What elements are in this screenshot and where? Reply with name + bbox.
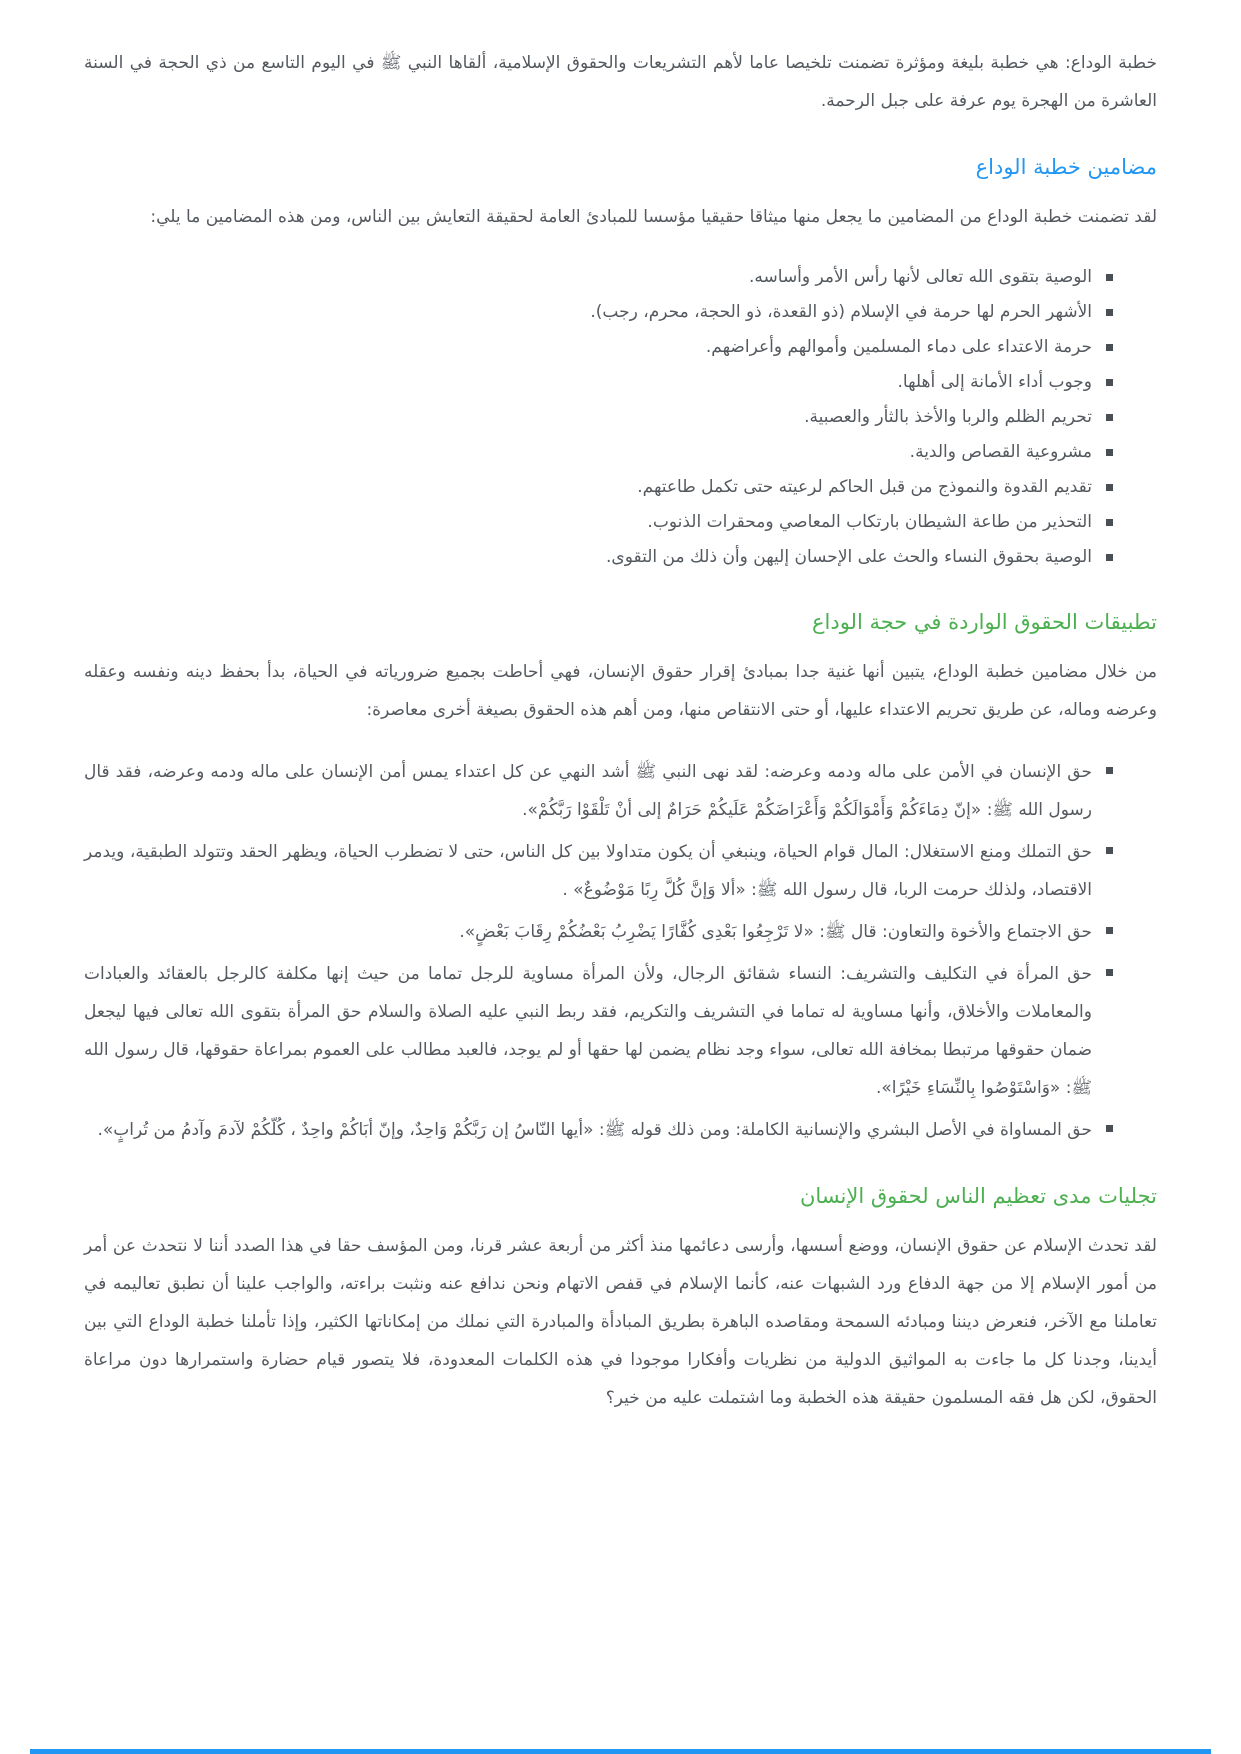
list-item: [84, 330, 1113, 365]
bullet-square-icon: [1106, 379, 1113, 386]
list-item-text: حق الاجتماع والأخوة والتعاون: قال ﷺ: «لا تَرْجِعُوا بَعْدِى كُفَّارًا يَضْرِبُ بَعْضُكُمْ رِقَابَ بَعْضٍ».: [459, 922, 1092, 942]
bullet-square-icon: [1106, 927, 1113, 934]
rights-list: [84, 753, 1157, 1149]
closing-paragraph: لقد تحدث الإسلام عن حقوق الإنسان، ووضع أسسها، وأرسى دعائمها منذ أكثر من أربعة عشر قرنا، ومن المؤسف حقا في هذا الصدد أننا لا نتحدث عن أمر من أمور الإسلام إلا من جهة الدفاع ورد الشبهات عنه، كأنما الإسلام في قفص الاتهام ونحن ندافع عنه ونثبت براءته، والواجب علينا أن نطبق تعاليمه في تعاملنا مع الآخر، فنعرض ديننا ومبادئه السمحة ومقاصده الباهرة بطريق المبادأة والمبادرة التي نملك من إمكاناتها الكثير، وإذا تأملنا خطبة الوداع التي بين أيدينا، وجدنا كل ما جاءت به المواثيق الدولية من نظريات وأفكارا موجودا في هذه الكلمات المعدودة، فلا يتصور قيام حضارة واستمرارها دون مراعاة الحقوق، لكن هل فقه المسلمون حقيقة هذه الخطبة وما اشتملت عليه من خير؟: [84, 1236, 1157, 1408]
bullet-square-icon: [1106, 1125, 1113, 1132]
list-item-text: الوصية بحقوق النساء والحث على الإحسان إليهن وأن ذلك من التقوى.: [605, 547, 1092, 567]
list-item: [84, 955, 1113, 1107]
bullet-square-icon: [1106, 344, 1113, 351]
bullet-square-icon: [1106, 309, 1113, 316]
list-item-text: حرمة الاعتداء على دماء المسلمين وأموالهم وأعراضهم.: [705, 337, 1092, 357]
list-item: [84, 365, 1113, 400]
list-item-text: الأشهر الحرم لها حرمة في الإسلام (ذو القعدة، ذو الحجة، محرم، رجب).: [590, 302, 1092, 322]
bullet-square-icon: [1106, 519, 1113, 526]
list-item-text: تقديم القدوة والنموذج من قبل الحاكم لرعيته حتى تكمل طاعتهم.: [637, 477, 1092, 497]
list-item: [84, 540, 1113, 575]
list-item: [84, 753, 1113, 829]
section-heading-manifestations: تجليات مدى تعظيم الناس لحقوق الإنسان: [800, 1184, 1157, 1208]
list-item: [84, 400, 1113, 435]
section-contents-lead: لقد تضمنت خطبة الوداع من المضامين ما يجعل منها ميثاقا حقيقيا مؤسسا للمبادئ العامة لحقيقة التعايش بين الناس، ومن هذه المضامين ما يلي:: [150, 207, 1157, 227]
list-item: [84, 435, 1113, 470]
list-item-text: الوصية بتقوى الله تعالى لأنها رأس الأمر وأساسه.: [749, 267, 1092, 287]
list-item: [84, 470, 1113, 505]
list-item: [84, 833, 1113, 909]
contents-list: [84, 260, 1157, 575]
intro-paragraph: خطبة الوداع: هي خطبة بليغة ومؤثرة تضمنت تلخيصا عاما لأهم التشريعات والحقوق الإسلامية، ألقاها النبي ﷺ في اليوم التاسع من ذي الحجة في السنة العاشرة من الهجرة يوم عرفة على جبل الرحمة.: [84, 53, 1157, 111]
bullet-square-icon: [1106, 484, 1113, 491]
list-item: [84, 1111, 1113, 1149]
bottom-blue-bar: [30, 1749, 1211, 1754]
list-item-text: حق المساواة في الأصل البشري والإنسانية الكاملة: ومن ذلك قوله ﷺ: «أيها النّاسُ إن رَبَّكُمْ وَاحِدٌ، وإنّ أبَاكُمْ واحِدٌ ، كُلّكُمْ لآدمَ وآدمُ من تُرابٍ».: [97, 1120, 1092, 1140]
list-item: [84, 505, 1113, 540]
section-heading-rights-applications: تطبيقات الحقوق الواردة في حجة الوداع: [811, 610, 1157, 634]
bullet-square-icon: [1106, 969, 1113, 976]
bullet-square-icon: [1106, 449, 1113, 456]
bullet-square-icon: [1106, 414, 1113, 421]
bullet-square-icon: [1106, 554, 1113, 561]
list-item-text: التحذير من طاعة الشيطان بارتكاب المعاصي ومحقرات الذنوب.: [647, 512, 1092, 532]
list-item-text: حق المرأة في التكليف والتشريف: النساء شقائق الرجال، ولأن المرأة مساوية للرجل تماما من حيث إنها مكلفة كالرجل بالعقائد والعبادات والمعاملات والأخلاق، وأنها مساوية له تماما في التشريف والتكريم، فقد ربط النبي عليه الصلاة والسلام حق المرأة بتقوى الله تعالى فيها ليجعل ضمان حقوقها مرتبطا بمخافة الله تعالى، سواء وجد نظام يضمن لها حقها أو لم يوجد، فالعبد مطالب على العموم بمراعاة حقوقها، قال رسول الله ﷺ: «وَاسْتَوْصُوا بِالنِّسَاءِ خَيْرًا».: [84, 964, 1092, 1098]
section-heading-contents: مضامين خطبة الوداع: [975, 155, 1157, 179]
bullet-square-icon: [1106, 274, 1113, 281]
list-item-text: حق التملك ومنع الاستغلال: المال قوام الحياة، وينبغي أن يكون متداولا بين كل الناس، حتى لا تضطرب الحياة، ويظهر الحقد وتتولد الطبقية، ويدمر الاقتصاد، ولذلك حرمت الربا، قال رسول الله ﷺ: «ألا وَإنَّ كُلَّ رِبًا مَوْضُوعٌ» .: [84, 842, 1092, 900]
list-item: [84, 913, 1113, 951]
list-item-text: حق الإنسان في الأمن على ماله ودمه وعرضه: لقد نهى النبي ﷺ أشد النهي عن كل اعتداء يمس أمن الإنسان على ماله ودمه وعرضه، فقد قال رسول الله ﷺ: «إنّ دِمَاءَكُمْ وَأَمْوَالَكُمْ وَأَعْرَاضَكُمْ عَلَيكُمْ حَرَامٌ إلى أنْ تَلْقَوْا رَبَّكُمْ».: [84, 762, 1092, 820]
list-item: [84, 295, 1113, 330]
bullet-square-icon: [1106, 767, 1113, 774]
list-item-text: تحريم الظلم والربا والأخذ بالثأر والعصبية.: [804, 407, 1092, 427]
list-item: [84, 260, 1113, 295]
list-item-text: مشروعية القصاص والدية.: [909, 442, 1092, 462]
list-item-text: وجوب أداء الأمانة إلى أهلها.: [897, 372, 1092, 392]
section-rights-lead: من خلال مضامين خطبة الوداع، يتبين أنها غنية جدا بمبادئ إقرار حقوق الإنسان، فهي أحاطت بجميع ضرورياته في الحياة، بدأ بحفظ دينه ونفسه وعقله وعرضه وماله، عن طريق تحريم الاعتداء عليها، أو حتى الانتقاص منها، ومن أهم هذه الحقوق بصيغة أخرى معاصرة:: [84, 662, 1157, 720]
bullet-square-icon: [1106, 847, 1113, 854]
